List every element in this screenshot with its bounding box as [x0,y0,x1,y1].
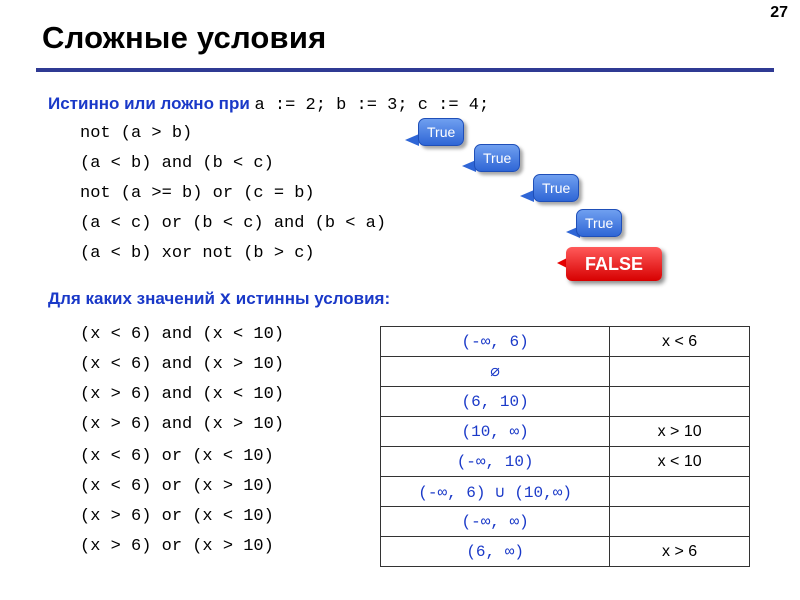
interval-cell: (-∞, 10) [381,447,610,477]
simplified-cell [610,357,750,387]
expression-1: not (a > b) [80,124,193,143]
table-row [381,417,750,447]
condition-7: (x > 6) or (x < 10) [80,507,274,526]
simplified-cell [610,507,750,537]
condition-8: (x > 6) or (x > 10) [80,537,274,556]
answer-1-bubble[interactable]: True [418,118,464,146]
table-row [381,477,750,507]
answers-table [380,326,750,567]
condition-4: (x > 6) and (x > 10) [80,415,285,434]
question-1-text: Истинно или ложно при [48,94,255,113]
simplified-cell [610,477,750,507]
condition-6: (x < 6) or (x > 10) [80,477,274,496]
simplified-cell: x > 6 [610,537,750,567]
question-1 [48,94,489,115]
simplified-cell: x < 6 [610,327,750,357]
interval-cell: (-∞, 6) [381,327,610,357]
interval-cell: (-∞, ∞) [381,507,610,537]
answer-2-bubble[interactable]: True [474,144,520,172]
question-2 [48,288,390,310]
condition-2: (x < 6) and (x > 10) [80,355,285,374]
answer-3-bubble[interactable]: True [533,174,579,202]
question-1-values: a := 2; b := 3; c := 4; [254,96,490,115]
condition-5: (x < 6) or (x < 10) [80,447,274,466]
slide-number: 27 [770,4,788,21]
interval-cell: (10, ∞) [381,417,610,447]
table-row [381,327,750,357]
answer-3-pointer [520,190,534,202]
table-row [381,507,750,537]
page-title: Сложные условия [42,20,327,55]
expression-4: (a < c) or (b < c) and (b < a) [80,214,387,233]
interval-cell: (-∞, 6) ∪ (10,∞) [381,477,610,507]
interval-cell: (6, 10) [381,387,610,417]
table-row [381,537,750,567]
table-row [381,447,750,477]
condition-3: (x > 6) and (x < 10) [80,385,285,404]
answer-5-false-button[interactable]: FALSE [566,247,662,281]
simplified-cell: x < 10 [610,447,750,477]
simplified-cell: x > 10 [610,417,750,447]
interval-cell: (6, ∞) [381,537,610,567]
condition-1: (x < 6) and (x < 10) [80,325,285,344]
title-divider [36,68,774,72]
expression-3: not (a >= b) or (c = b) [80,184,315,203]
interval-cell: ∅ [381,357,610,387]
expression-5: (a < b) xor not (b > c) [80,244,315,263]
question-2-variable: x [219,288,232,310]
table-row [381,357,750,387]
answer-4-bubble[interactable]: True [576,209,622,237]
expression-2: (a < b) and (b < c) [80,154,274,173]
table-row [381,387,750,417]
simplified-cell [610,387,750,417]
question-2-suffix: истинны условия: [231,289,391,308]
question-2-prefix: Для каких значений [48,289,220,308]
answer-1-pointer [405,134,419,146]
